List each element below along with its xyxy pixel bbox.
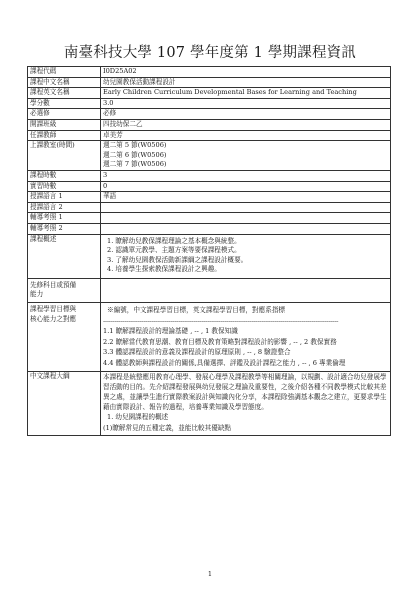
prerequisites-label-line: 能力 (30, 290, 44, 299)
row-required-elective (28, 109, 391, 120)
label-certification-1: 輔導考照 1 (28, 213, 101, 224)
learning-goals-header: ※編號，中文課程學習目標，英文課程學習目標，對應系指標 (107, 306, 286, 315)
row-course-overview (28, 234, 391, 278)
label-course-code: 課程代碼 (28, 67, 101, 78)
row-course-english-name (28, 88, 391, 99)
row-prerequisites (28, 278, 391, 302)
label-course-overview: 課程概述 (28, 234, 101, 278)
value-credits: 3.0 (101, 98, 391, 109)
label-language-2: 授課語言 2 (28, 202, 101, 213)
row-class (28, 119, 391, 130)
value-language-1: 華語 (101, 192, 391, 203)
outline-text: 本課程是統整應用教育心理學、發展心理學及課程教學等相關理論，以規劃、設計適合幼兒發展學習活動的目的。先介紹課程發展與幼兒發展之理論及重要性，之後介紹各種不同教學模式比較其差異之處，並讓學生進行實際教案設計與知識內化分享，本課程除強調基本觀念之建立，更要求學生藉由實際設計、報告的過程，培養專業知識及學習態度。 (103, 372, 387, 412)
page-number: 1 (207, 570, 213, 578)
overview-item: 2. 認識單元教學、主題方案等要保課程模式。 (107, 246, 241, 255)
classroom-time-line: 週二第 5 節(W0506) (103, 141, 167, 150)
value-certification-1 (101, 213, 391, 224)
label-learning-goals (28, 303, 101, 372)
value-certification-2 (101, 223, 391, 234)
label-certification-2: 輔導考照 2 (28, 223, 101, 234)
label-language-1: 授課語言 1 (28, 192, 101, 203)
overview-item: 4. 培養學生探索教保課程設計之興趣。 (107, 265, 221, 274)
label-chinese-outline: 中文課程大綱 (28, 371, 101, 435)
learning-goal-item: 3.3 體認課程設計的意義及課程設計的原理原則 , -- , 8 驗證整合 (103, 348, 291, 357)
row-language-1 (28, 192, 391, 203)
learning-goal-item: 4.4 體認教師與課程設計的關係,具備選擇、評鑑及設計課程之能力 , -- , 6 專業倫理 (103, 359, 346, 368)
value-course-chinese-name: 幼兒園教保活動課程設計 (101, 77, 391, 88)
label-course-chinese-name: 課程中文名稱 (28, 77, 101, 88)
row-classroom-time (28, 141, 391, 171)
row-chinese-outline (28, 371, 391, 435)
label-practice-hours: 實習時數 (28, 181, 101, 192)
row-certification-1 (28, 213, 391, 224)
row-course-code (28, 67, 391, 78)
learning-goals-divider: -------------------------------------------------------------------------------------------------------------------------- (103, 316, 339, 325)
row-teacher (28, 130, 391, 141)
prerequisites-label-line: 先修科目或預備 (30, 280, 77, 289)
value-classroom-time (101, 141, 391, 171)
label-prerequisites (28, 278, 101, 302)
row-certification-2 (28, 223, 391, 234)
row-course-chinese-name (28, 77, 391, 88)
row-learning-goals (28, 303, 391, 372)
value-practice-hours: 0 (101, 181, 391, 192)
label-class: 開課班級 (28, 119, 101, 130)
value-course-hours: 3 (101, 170, 391, 181)
row-practice-hours (28, 181, 391, 192)
value-language-2 (101, 202, 391, 213)
value-teacher: 卓美芳 (101, 130, 391, 141)
page-title: 南臺科技大學 107 學年度第 1 學期課程資訊 (63, 45, 357, 61)
course-info-table (27, 66, 391, 436)
outline-item: (1)瞭解常見的五種定義，並能比較其優缺點 (103, 423, 232, 432)
outline-item: 1. 幼兒園課程的概述 (107, 413, 169, 422)
learning-goal-item: 1.1 瞭解課程設計的理論基礎 , -- , 1 教保知識 (103, 327, 238, 336)
label-classroom-time: 上課教室(時間) (28, 141, 101, 171)
value-learning-goals (101, 303, 391, 372)
classroom-time-line: 週二第 6 節(W0506) (103, 150, 167, 159)
label-course-english-name: 課程英文名稱 (28, 88, 101, 99)
overview-item: 3. 了解幼兒園教保活動新課綱之課程設計概要。 (107, 255, 248, 264)
learning-goals-label-line: 課程學習目標與 (30, 305, 77, 314)
value-course-english-name: Early Children Curriculum Developmental Bases for Learning and Teaching (101, 88, 391, 99)
overview-item: 1. 瞭解幼兒教保課程理論之基本概念與統整。 (107, 236, 241, 245)
label-course-hours: 課程時數 (28, 170, 101, 181)
value-class: 四技幼保二乙 (101, 119, 391, 130)
row-credits (28, 98, 391, 109)
value-course-code: I0D25A02 (101, 67, 391, 78)
label-teacher: 任課教師 (28, 130, 101, 141)
value-course-overview (101, 234, 391, 278)
label-credits: 學分數 (28, 98, 101, 109)
value-prerequisites (101, 278, 391, 302)
row-course-hours (28, 170, 391, 181)
label-required-elective: 必選修 (28, 109, 101, 120)
classroom-time-line: 週二第 7 節(W0506) (103, 160, 167, 169)
row-language-2 (28, 202, 391, 213)
learning-goal-item: 2.2 瞭解當代教育思潮、教育目標及教育策略對課程設計的影響 , -- , 2 教保實務 (103, 337, 337, 346)
value-required-elective: 必修 (101, 109, 391, 120)
value-chinese-outline (101, 371, 391, 435)
learning-goals-label-line: 核心能力之對應 (30, 314, 77, 323)
